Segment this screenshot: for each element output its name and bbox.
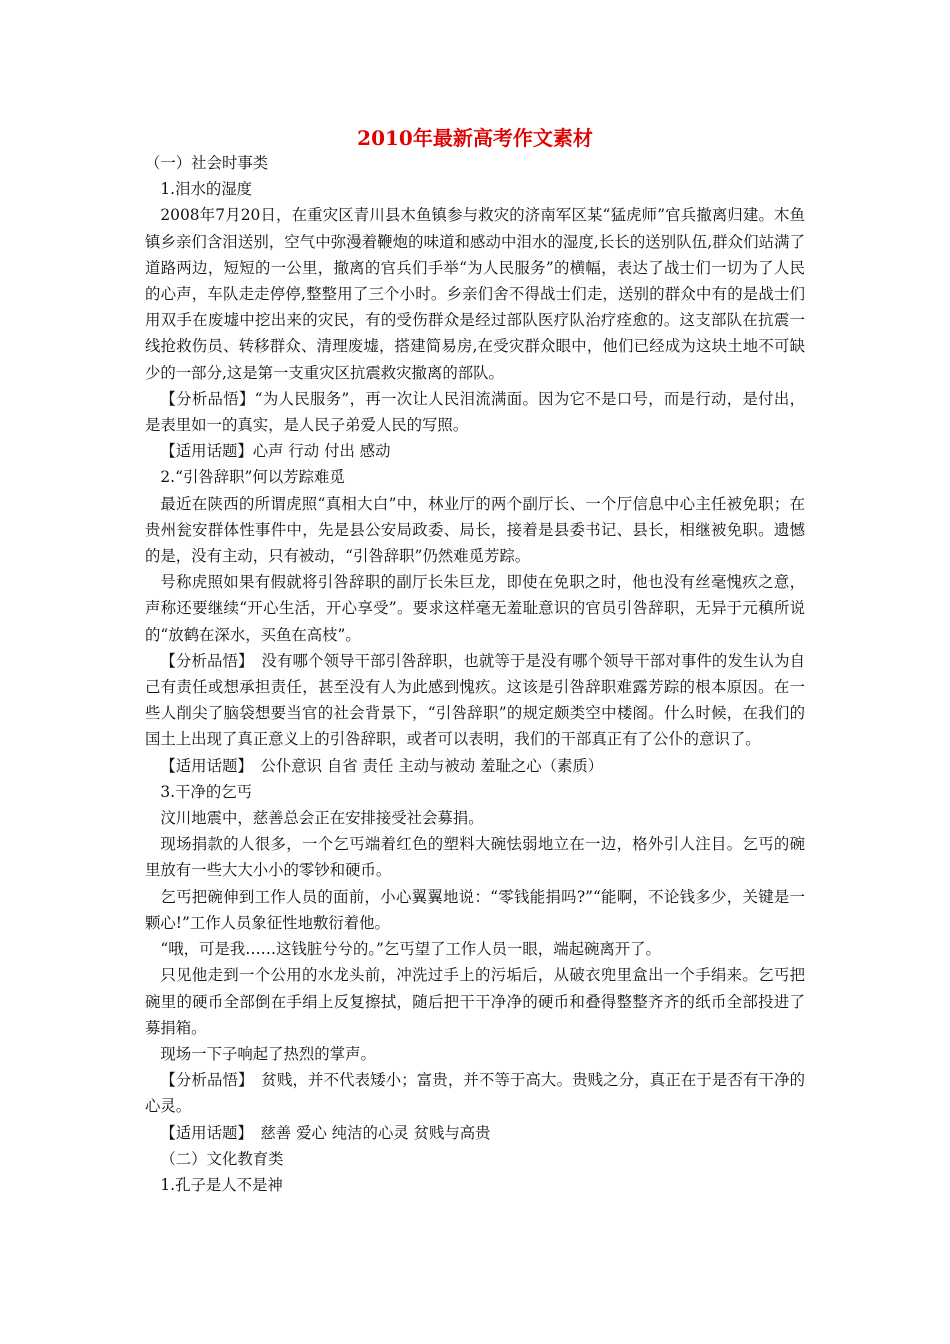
body-paragraph: 【分析品悟】 没有哪个领导干部引咎辞职，也就等于是没有哪个领导干部对事件的发生认为自己有责任或想承担责任，甚至没有人为此感到愧疚。这该是引咎辞职难露芳踪的根本原因。在一些人削尖了脑袋想要当官的社会背景下，“引咎辞职”的规定颇类空中楼阁。什么时候，在我们的国土上出现了真正意义上的引咎辞职，或者可以表明，我们的干部真正有了公仆的意识了。 — [145, 651, 805, 749]
section-heading: 3.干净的乞丐 — [160, 782, 253, 801]
body-paragraph: 【分析品悟】 贫贱，并不代表矮小；富贵，并不等于高大。贵贱之分，真正在于是否有干净的心灵。 — [145, 1071, 805, 1116]
category-heading: （一）社会时事类 — [145, 154, 269, 172]
body-paragraph: 号称虎照如果有假就将引咎辞职的副厅长朱巨龙，即使在免职之时，他也没有丝毫愧疚之意，声称还要继续“开心生活，开心享受”。要求这样毫无羞耻意识的官员引咎辞职，无异于元稹所说的“放鹤在深水，买鱼在高枝”。 — [145, 573, 805, 644]
body-paragraph: 汶川地震中，慈善总会正在安排接受社会募捐。 — [160, 809, 484, 828]
body-paragraph: “哦，可是我……这钱脏兮兮的。”乞丐望了工作人员一眼，端起碗离开了。 — [160, 940, 661, 959]
section-heading: 1.泪水的湿度 — [160, 180, 253, 199]
body-paragraph: 【分析品悟】“为人民服务”，再一次让人民泪流满面。因为它不是口号，而是行动，是付出，是表里如一的真实，是人民子弟爱人民的写照。 — [145, 389, 805, 435]
body-paragraph: 【适用话题】心声 行动 付出 感动 — [160, 442, 391, 461]
body-paragraph: 2008年7月20日，在重灾区青川县木鱼镇参与救灾的济南军区某“猛虎师”官兵撤离归建。木鱼镇乡亲们含泪送别，空气中弥漫着鞭炮的味道和感动中泪水的湿度,长长的送别队伍,群众们站满了道路两边，短短的一公里，撤离的官兵们手举“为人民服务”的横幅，表达了战士们一切为了人民的心声，车队走走停停,整整用了三个小时。乡亲们舍不得战士们走，送别的群众中有的是战士们用双手在废墟中挖出来的灾民，有的受伤群众是经过部队医疗队治疗痊愈的。这支部队在抗震一线抢救伤员、转移群众、清理废墟，搭建简易房,在受灾群众眼中，他们已经成为这块土地不可缺少的一部分,这是第一支重灾区抗震救灾撤离的部队。 — [145, 206, 805, 382]
document-body — [145, 150, 805, 1198]
section-heading: （二）文化教育类 — [160, 1149, 284, 1168]
body-paragraph: 现场一下子响起了热烈的掌声。 — [160, 1044, 376, 1063]
body-paragraph: 现场捐款的人很多，一个乞丐端着红色的塑料大碗怯弱地立在一边，格外引人注目。乞丐的碗里放有一些大大小小的零钞和硬币。 — [145, 835, 805, 880]
body-paragraph: 只见他走到一个公用的水龙头前，冲洗过手上的污垢后，从破衣兜里盒出一个手绢来。乞丐把碗里的硬币全部倒在手绢上反复擦拭，随后把干干净净的硬币和叠得整整齐齐的纸币全部投进了募捐箱。 — [145, 966, 805, 1037]
body-paragraph: 【适用话题】 公仆意识 自省 责任 主动与被动 羞耻之心（素质） — [160, 756, 604, 775]
body-paragraph: 【适用话题】 慈善 爱心 纯洁的心灵 贫贱与高贵 — [160, 1123, 491, 1142]
body-paragraph: 乞丐把碗伸到工作人员的面前，小心翼翼地说：“零钱能捐吗?”“能啊，不论钱多少，关键是一颗心!”工作人员象征性地敷衍着他。 — [145, 887, 805, 932]
section-heading: 2.“引咎辞职”何以芳踪难觅 — [160, 468, 345, 487]
document-title: 2010年最新高考作文素材 — [357, 126, 593, 150]
body-paragraph: 最近在陕西的所谓虎照“真相大白”中，林业厅的两个副厅长、一个厅信息中心主任被免职；在贵州瓮安群体性事件中，先是县公安局政委、局长，接着是县委书记、县长，相继被免职。遗憾的是，没有主动，只有被动，“引咎辞职”仍然难觅芳踪。 — [145, 494, 805, 566]
section-heading: 1.孔子是人不是神 — [160, 1175, 283, 1194]
